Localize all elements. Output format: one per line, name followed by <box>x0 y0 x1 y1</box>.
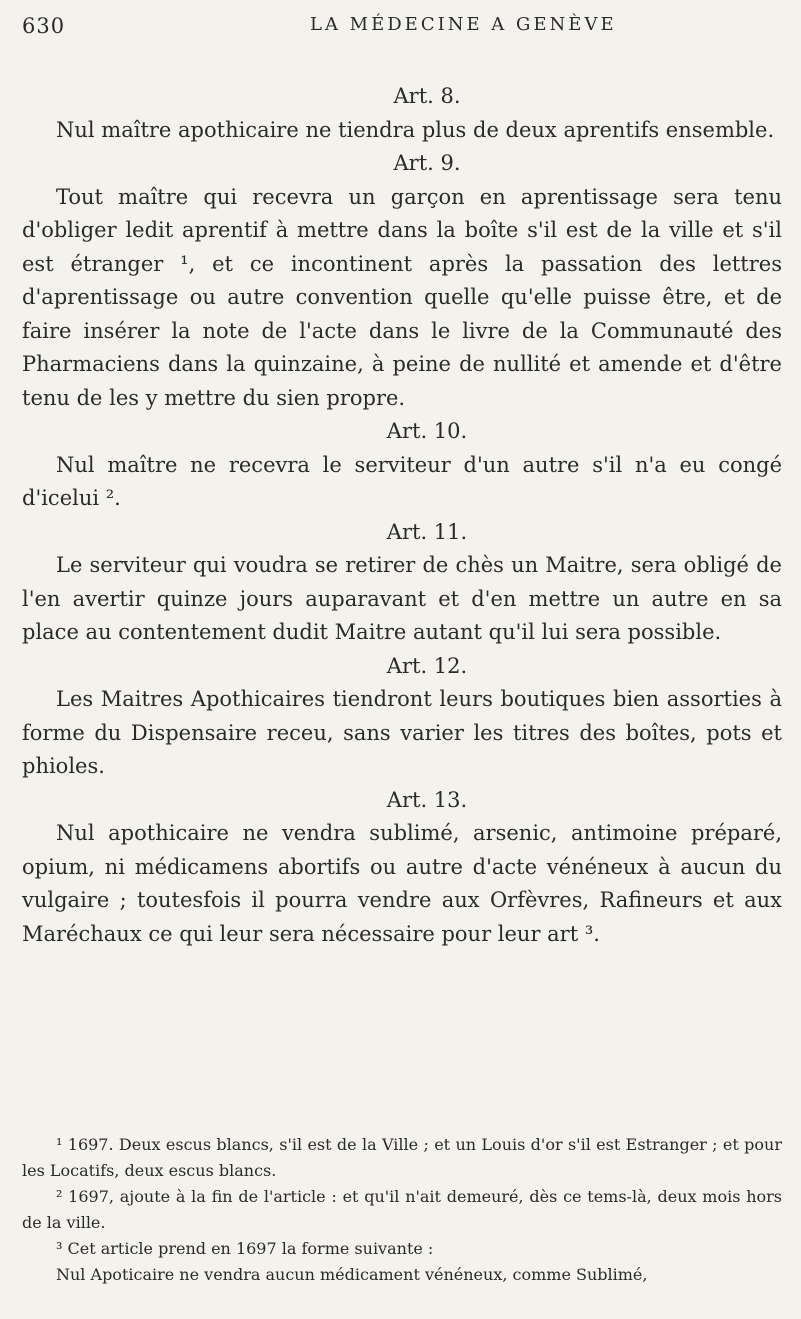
article-body: Nul maître apothicaire ne tiendra plus de deux aprentifs ensemble. <box>56 117 775 142</box>
article-body: Tout maître qui recevra un garçon en aprentissage sera tenu d'obliger ledit aprentif à mettre dans la boîte s'il est de la ville et s'il est étranger ¹, et ce incontinent après la passation des lettres d'aprentissage ou autre convention quelle qu'elle puisse être, et de faire insérer la note de l'acte dans le livre de la Communauté des Pharmaciens dans la quinzaine, à peine de nullité et amende et d'être tenu de les y mettre du sien propre. <box>22 184 782 410</box>
footnote-3-continued: Nul Apoticaire ne vendra aucun médicament vénéneux, comme Sublimé, <box>56 1265 648 1284</box>
footnote-2: ² 1697, ajoute à la fin de l'article : et qu'il n'ait demeuré, dès ce tems-là, deux mois hors de la ville. <box>22 1187 782 1232</box>
article-body: Nul maître ne recevra le serviteur d'un autre s'il n'a eu congé d'icelui ². <box>22 452 782 510</box>
article-body: Nul apothicaire ne vendra sublimé, arsenic, antimoine préparé, opium, ni médicamens abortifs ou autre d'acte vénéneux à aucun du vulgaire ; toutesfois il pourra vendre aux Orfèvres, Rafineurs et aux Maréchaux ce qui leur sera nécessaire pour leur art ³. <box>22 821 782 946</box>
running-title: LA MÉDECINE A GENÈVE <box>310 14 617 35</box>
footnote-3: ³ Cet article prend en 1697 la forme suivante : <box>56 1239 434 1258</box>
article-title: Art. 11. <box>386 519 468 544</box>
article-title: Art. 10. <box>386 419 468 443</box>
article-title: Art. 9. <box>393 151 461 175</box>
article-title: Art. 8. <box>393 84 461 108</box>
article-title: Art. 13. <box>386 787 468 812</box>
article-body: Les Maitres Apothicaires tiendront leurs boutiques bien assorties à forme du Dispensaire receu, sans varier les titres des boîtes, pots et phioles. <box>22 687 782 778</box>
footnotes <box>22 1132 782 1288</box>
page-number: 630 <box>22 14 66 38</box>
article-body: Le serviteur qui voudra se retirer de chès un Maitre, sera obligé de l'en avertir quinze jours auparavant et d'en mettre un autre en sa place au contentement dudit Maitre autant qu'il lui sera possible. <box>22 553 782 644</box>
main-text <box>22 80 782 951</box>
article-title: Art. 12. <box>386 653 468 678</box>
footnote-1: ¹ 1697. Deux escus blancs, s'il est de la Ville ; et un Louis d'or s'il est Estranger ; et pour les Locatifs, deux escus blancs. <box>22 1135 782 1180</box>
